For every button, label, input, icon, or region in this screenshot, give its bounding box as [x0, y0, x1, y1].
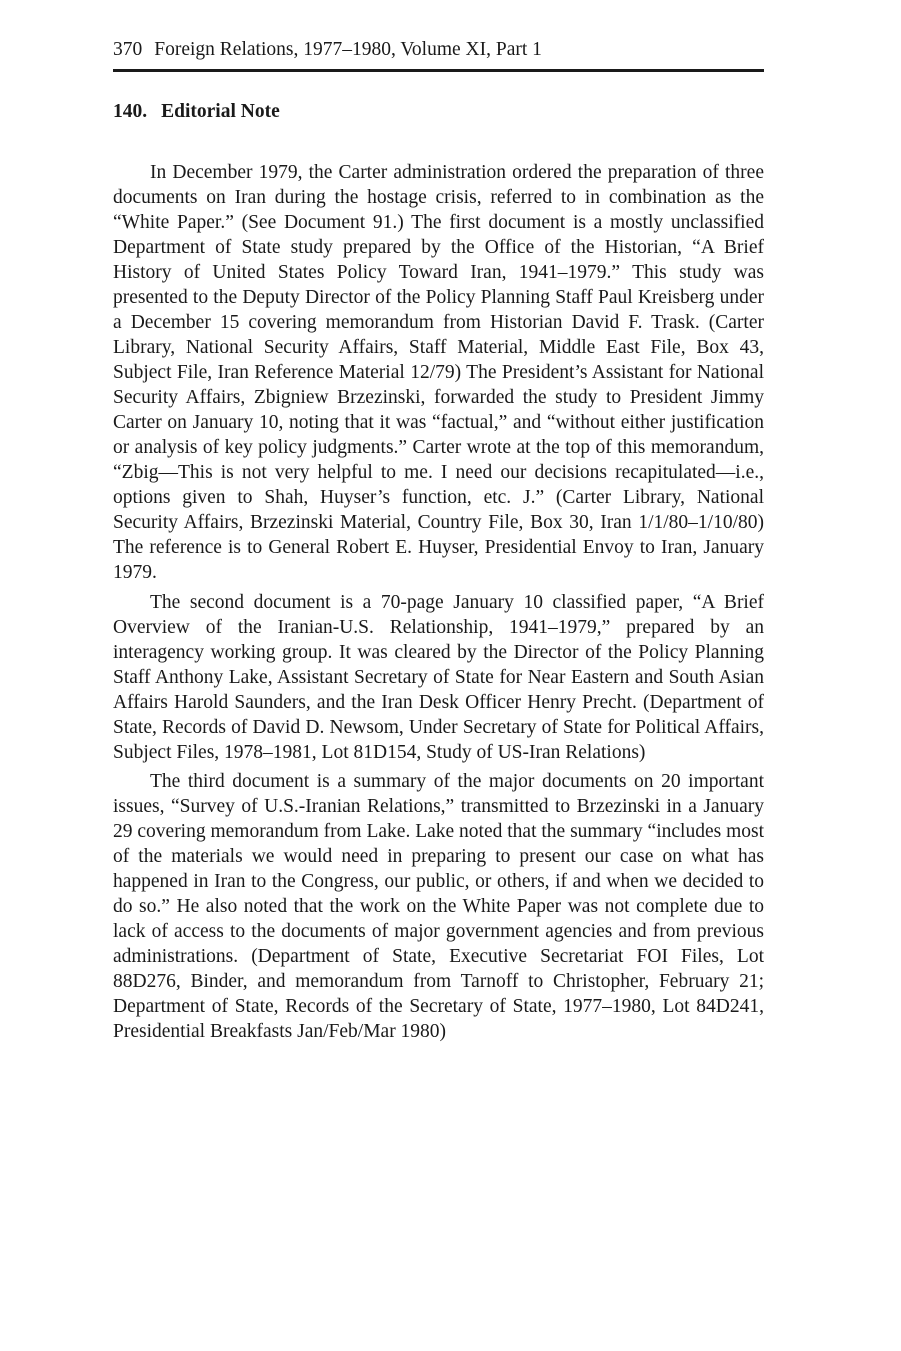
document-heading — [113, 98, 280, 126]
document-number: 140. — [113, 101, 148, 122]
paragraph-2: The second document is a 70-page January 10 classified paper, “A Brief Overview of the Iranian-U.S. Relationship, 1941–1979,” prepared by an interagency working group. It was cleared by the Director of the Policy Planning Staff Anthony Lake, Assistant Secretary of State for Near Eastern and South Asian Affairs Harold Saunders, and the Iran Desk Officer Henry Precht. (Department of State, Records of David D. Newsom, Under Secretary of State for Political Affairs, Subject Files, 1978–1981, Lot 81D154, Study of US-Iran Relations) — [113, 591, 764, 763]
document-body — [113, 160, 764, 1049]
header-rule — [113, 69, 764, 72]
page-number: 370 — [113, 39, 143, 60]
document-title: Editorial Note — [161, 101, 280, 122]
paragraph-1: In December 1979, the Carter administration ordered the preparation of three documents on Iran during the hostage crisis, referred to in combination as the “White Paper.” (See Document 91.) The first document is a mostly unclassified Department of State study prepared by the Office of the Historian, “A Brief History of United States Policy Toward Iran, 1941–1979.” This study was presented to the Deputy Director of the Policy Planning Staff Paul Kreisberg under a December 15 covering memorandum from Historian David F. Trask. (Carter Library, National Security Affairs, Staff Material, Middle East File, Box 43, Subject File, Iran Reference Material 12/79) The President’s Assistant for National Security Affairs, Zbigniew Brzezinski, forwarded the study to President Jimmy Carter on January 10, noting that it was “factual,” and “without either justification or analysis of key policy judgments.” Carter wrote at the top of this memorandum, “Zbig—This is not very helpful to me. I need our decisions recapitulated—i.e., options given to Shah, Huyser’s function, etc. J.” (Carter Library, National Security Affairs, Brzezinski Material, Country File, Box 30, Iran 1/1/80–1/10/80) The reference is to General Robert E. Huyser, Presidential Envoy to Iran, January 1979. — [113, 162, 764, 583]
running-header — [113, 36, 764, 64]
paragraph-3: The third document is a summary of the major documents on 20 important issues, “Survey of U.S.-Iranian Relations,” transmitted to Brzezinski in a January 29 covering memorandum from Lake. Lake noted that the summary “includes most of the materials we would need in preparing to present our case on what has happened in Iran to the Congress, our public, or others, if and when we decided to do so.” He also noted that the work on the White Paper was not complete due to lack of access to the documents of major government agencies and from previous administrations. (Department of State, Executive Secretariat FOI Files, Lot 88D276, Binder, and memorandum from Tarnoff to Christopher, February 21; Department of State, Records of the Secretary of State, 1977–1980, Lot 84D241, Presidential Breakfasts Jan/Feb/Mar 1980) — [113, 771, 764, 1042]
volume-title: Foreign Relations, 1977–1980, Volume XI, Part 1 — [154, 39, 542, 60]
